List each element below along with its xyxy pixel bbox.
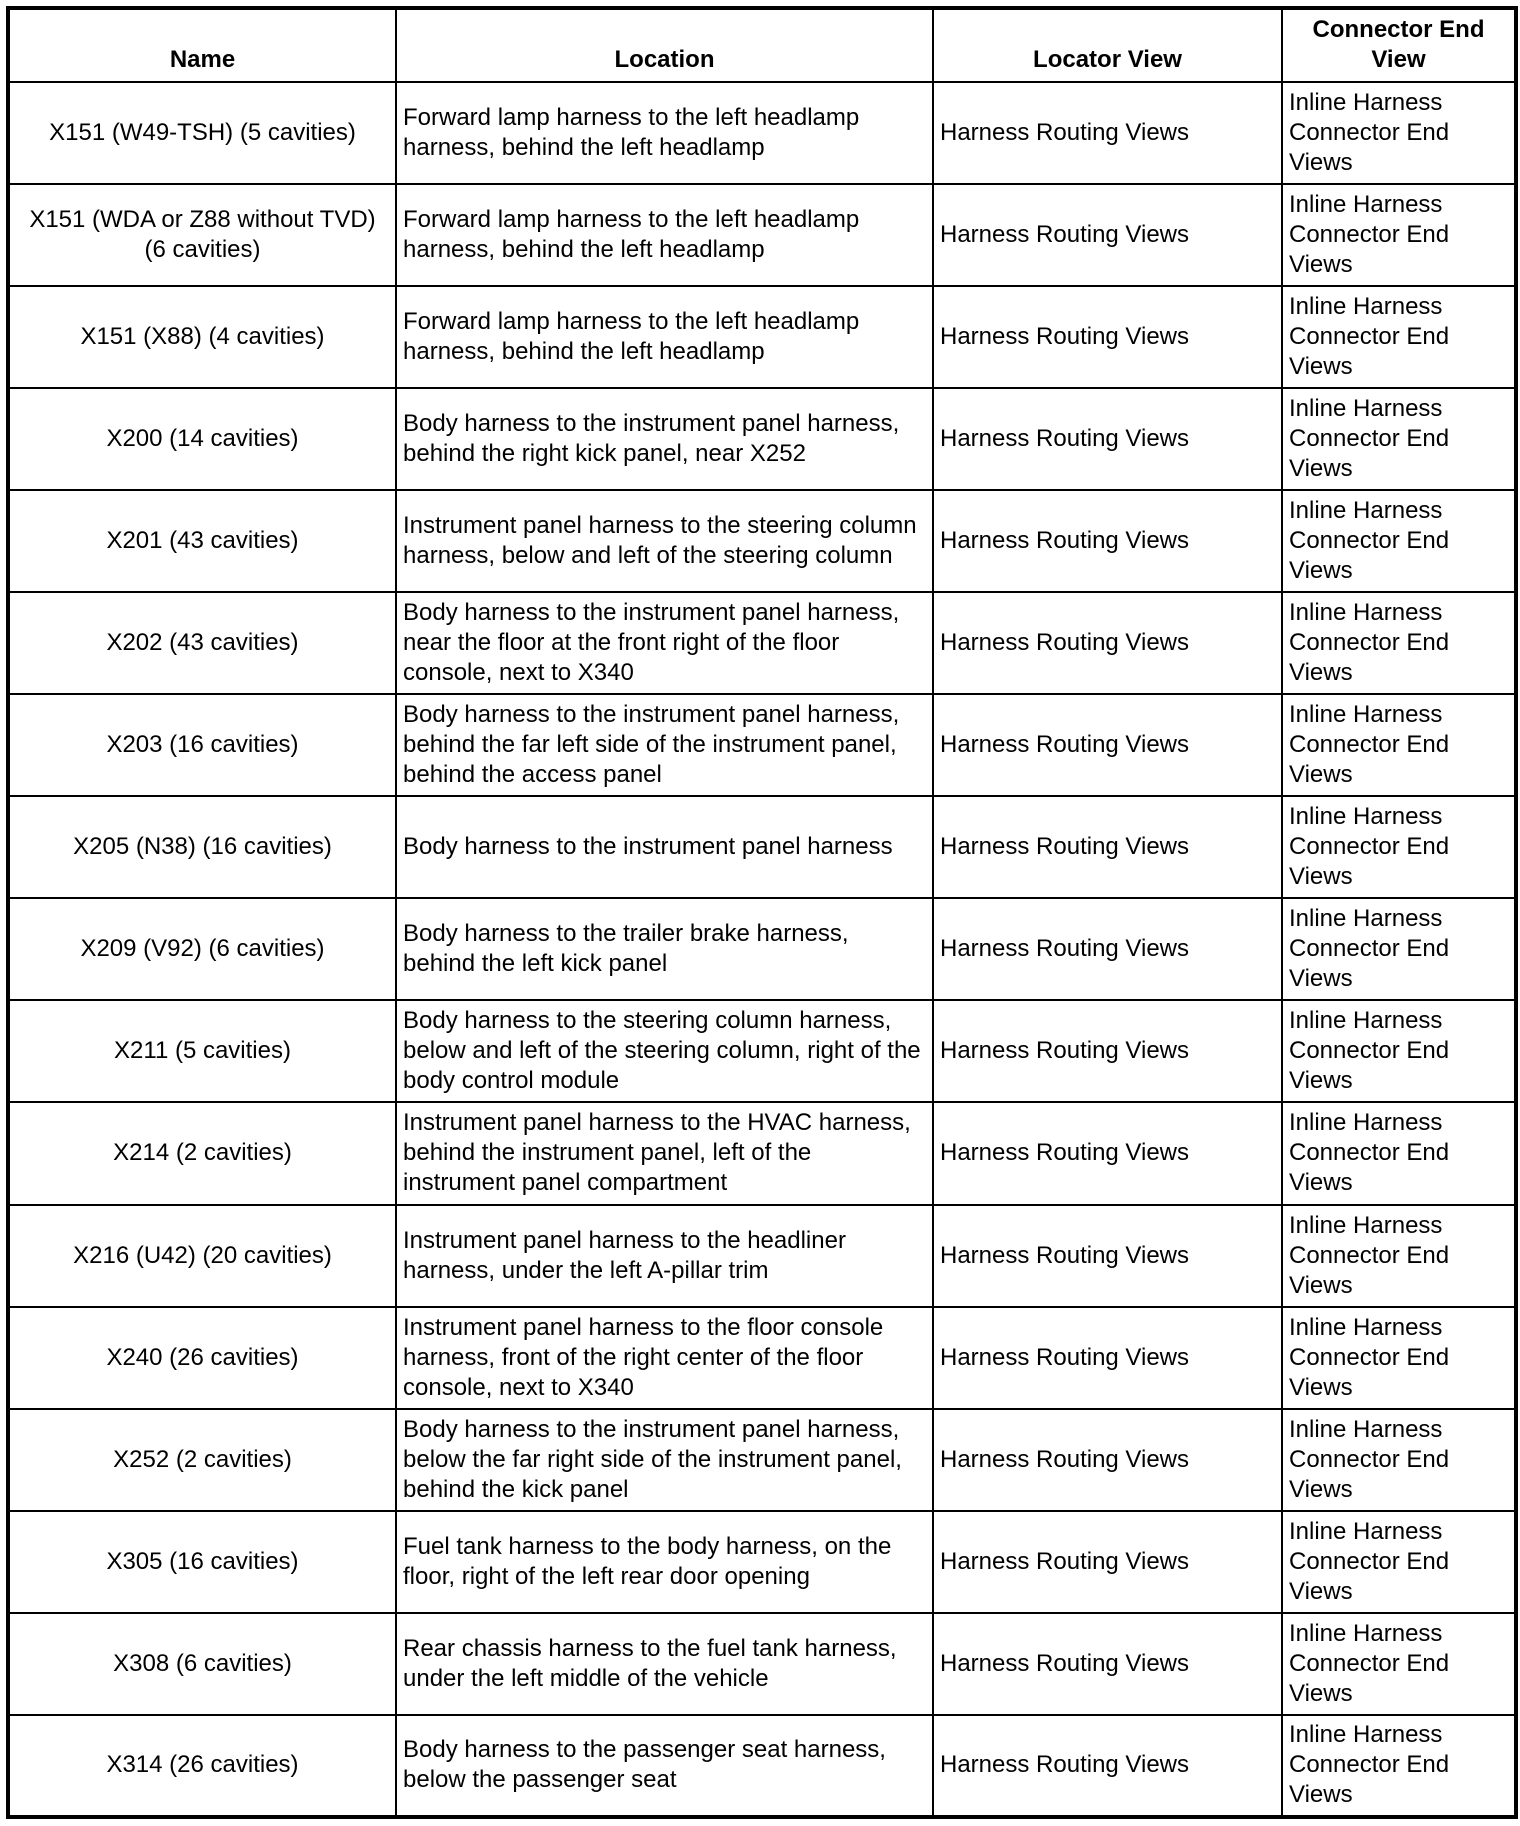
connector-location: Instrument panel harness to the steering column harness, below and left of the steering column (396, 490, 933, 592)
table-row (8, 184, 1516, 286)
connector-end-view-link: Inline Harness Connector End Views (1282, 1409, 1516, 1511)
table-row (8, 1102, 1516, 1204)
connector-location: Body harness to the instrument panel harness, below the far right side of the instrument panel, behind the kick panel (396, 1409, 933, 1511)
connector-location: Rear chassis harness to the fuel tank harness, under the left middle of the vehicle (396, 1613, 933, 1715)
connector-end-view-link: Inline Harness Connector End Views (1282, 796, 1516, 898)
connector-name: X240 (26 cavities) (8, 1307, 396, 1409)
table-row (8, 694, 1516, 796)
connector-location: Instrument panel harness to the headliner harness, under the left A-pillar trim (396, 1205, 933, 1307)
header-connector-end-view: Connector End View (1282, 8, 1516, 82)
connector-location: Body harness to the instrument panel harness, near the floor at the front right of the floor console, next to X340 (396, 592, 933, 694)
connector-end-view-link: Inline Harness Connector End Views (1282, 898, 1516, 1000)
connector-end-view-link: Inline Harness Connector End Views (1282, 82, 1516, 184)
connector-end-view-link: Inline Harness Connector End Views (1282, 694, 1516, 796)
connector-name: X202 (43 cavities) (8, 592, 396, 694)
connector-table (6, 6, 1518, 1819)
connector-name: X151 (W49-TSH) (5 cavities) (8, 82, 396, 184)
connector-location: Fuel tank harness to the body harness, on the floor, right of the left rear door opening (396, 1511, 933, 1613)
connector-name: X151 (X88) (4 cavities) (8, 286, 396, 388)
connector-name: X211 (5 cavities) (8, 1000, 396, 1102)
connector-name: X214 (2 cavities) (8, 1102, 396, 1204)
connector-location: Forward lamp harness to the left headlamp harness, behind the left headlamp (396, 82, 933, 184)
connector-end-view-link: Inline Harness Connector End Views (1282, 1715, 1516, 1817)
table-row (8, 1715, 1516, 1817)
table-row (8, 490, 1516, 592)
connector-location: Body harness to the trailer brake harness, behind the left kick panel (396, 898, 933, 1000)
header-name: Name (8, 8, 396, 82)
locator-view-link: Harness Routing Views (933, 898, 1282, 1000)
connector-name: X209 (V92) (6 cavities) (8, 898, 396, 1000)
header-location: Location (396, 8, 933, 82)
table-row (8, 898, 1516, 1000)
connector-location: Body harness to the instrument panel harness, behind the far left side of the instrument panel, behind the access panel (396, 694, 933, 796)
connector-location: Forward lamp harness to the left headlamp harness, behind the left headlamp (396, 184, 933, 286)
connector-name: X252 (2 cavities) (8, 1409, 396, 1511)
locator-view-link: Harness Routing Views (933, 184, 1282, 286)
connector-end-view-link: Inline Harness Connector End Views (1282, 388, 1516, 490)
connector-name: X308 (6 cavities) (8, 1613, 396, 1715)
connector-end-view-link: Inline Harness Connector End Views (1282, 286, 1516, 388)
connector-location: Forward lamp harness to the left headlamp harness, behind the left headlamp (396, 286, 933, 388)
connector-location: Body harness to the instrument panel harness, behind the right kick panel, near X252 (396, 388, 933, 490)
connector-name: X201 (43 cavities) (8, 490, 396, 592)
locator-view-link: Harness Routing Views (933, 388, 1282, 490)
locator-view-link: Harness Routing Views (933, 1613, 1282, 1715)
table-row (8, 592, 1516, 694)
connector-end-view-link: Inline Harness Connector End Views (1282, 490, 1516, 592)
connector-name: X205 (N38) (16 cavities) (8, 796, 396, 898)
connector-end-view-link: Inline Harness Connector End Views (1282, 592, 1516, 694)
connector-location: Body harness to the passenger seat harness, below the passenger seat (396, 1715, 933, 1817)
connector-end-view-link: Inline Harness Connector End Views (1282, 1613, 1516, 1715)
locator-view-link: Harness Routing Views (933, 286, 1282, 388)
connector-name: X151 (WDA or Z88 without TVD) (6 cavities) (8, 184, 396, 286)
locator-view-link: Harness Routing Views (933, 1205, 1282, 1307)
table-row (8, 1511, 1516, 1613)
table-row (8, 286, 1516, 388)
connector-name: X200 (14 cavities) (8, 388, 396, 490)
locator-view-link: Harness Routing Views (933, 796, 1282, 898)
locator-view-link: Harness Routing Views (933, 1102, 1282, 1204)
connector-end-view-link: Inline Harness Connector End Views (1282, 1511, 1516, 1613)
connector-location: Body harness to the instrument panel harness (396, 796, 933, 898)
connector-name: X203 (16 cavities) (8, 694, 396, 796)
connector-name: X314 (26 cavities) (8, 1715, 396, 1817)
connector-location: Instrument panel harness to the floor console harness, front of the right center of the floor console, next to X340 (396, 1307, 933, 1409)
table-row (8, 82, 1516, 184)
table-row (8, 1613, 1516, 1715)
connector-end-view-link: Inline Harness Connector End Views (1282, 1102, 1516, 1204)
locator-view-link: Harness Routing Views (933, 1307, 1282, 1409)
locator-view-link: Harness Routing Views (933, 592, 1282, 694)
table-row (8, 1409, 1516, 1511)
connector-name: X305 (16 cavities) (8, 1511, 396, 1613)
table-body (8, 82, 1516, 1817)
table-row (8, 388, 1516, 490)
locator-view-link: Harness Routing Views (933, 1715, 1282, 1817)
table-row (8, 796, 1516, 898)
connector-end-view-link: Inline Harness Connector End Views (1282, 1000, 1516, 1102)
table-row (8, 1307, 1516, 1409)
table-row (8, 1205, 1516, 1307)
header-row (8, 8, 1516, 82)
locator-view-link: Harness Routing Views (933, 82, 1282, 184)
header-locator-view: Locator View (933, 8, 1282, 82)
table-row (8, 1000, 1516, 1102)
locator-view-link: Harness Routing Views (933, 1000, 1282, 1102)
locator-view-link: Harness Routing Views (933, 490, 1282, 592)
connector-end-view-link: Inline Harness Connector End Views (1282, 1307, 1516, 1409)
locator-view-link: Harness Routing Views (933, 1409, 1282, 1511)
connector-end-view-link: Inline Harness Connector End Views (1282, 184, 1516, 286)
connector-location: Instrument panel harness to the HVAC harness, behind the instrument panel, left of the instrument panel compartment (396, 1102, 933, 1204)
locator-view-link: Harness Routing Views (933, 694, 1282, 796)
connector-name: X216 (U42) (20 cavities) (8, 1205, 396, 1307)
connector-location: Body harness to the steering column harness, below and left of the steering column, right of the body control module (396, 1000, 933, 1102)
connector-end-view-link: Inline Harness Connector End Views (1282, 1205, 1516, 1307)
locator-view-link: Harness Routing Views (933, 1511, 1282, 1613)
